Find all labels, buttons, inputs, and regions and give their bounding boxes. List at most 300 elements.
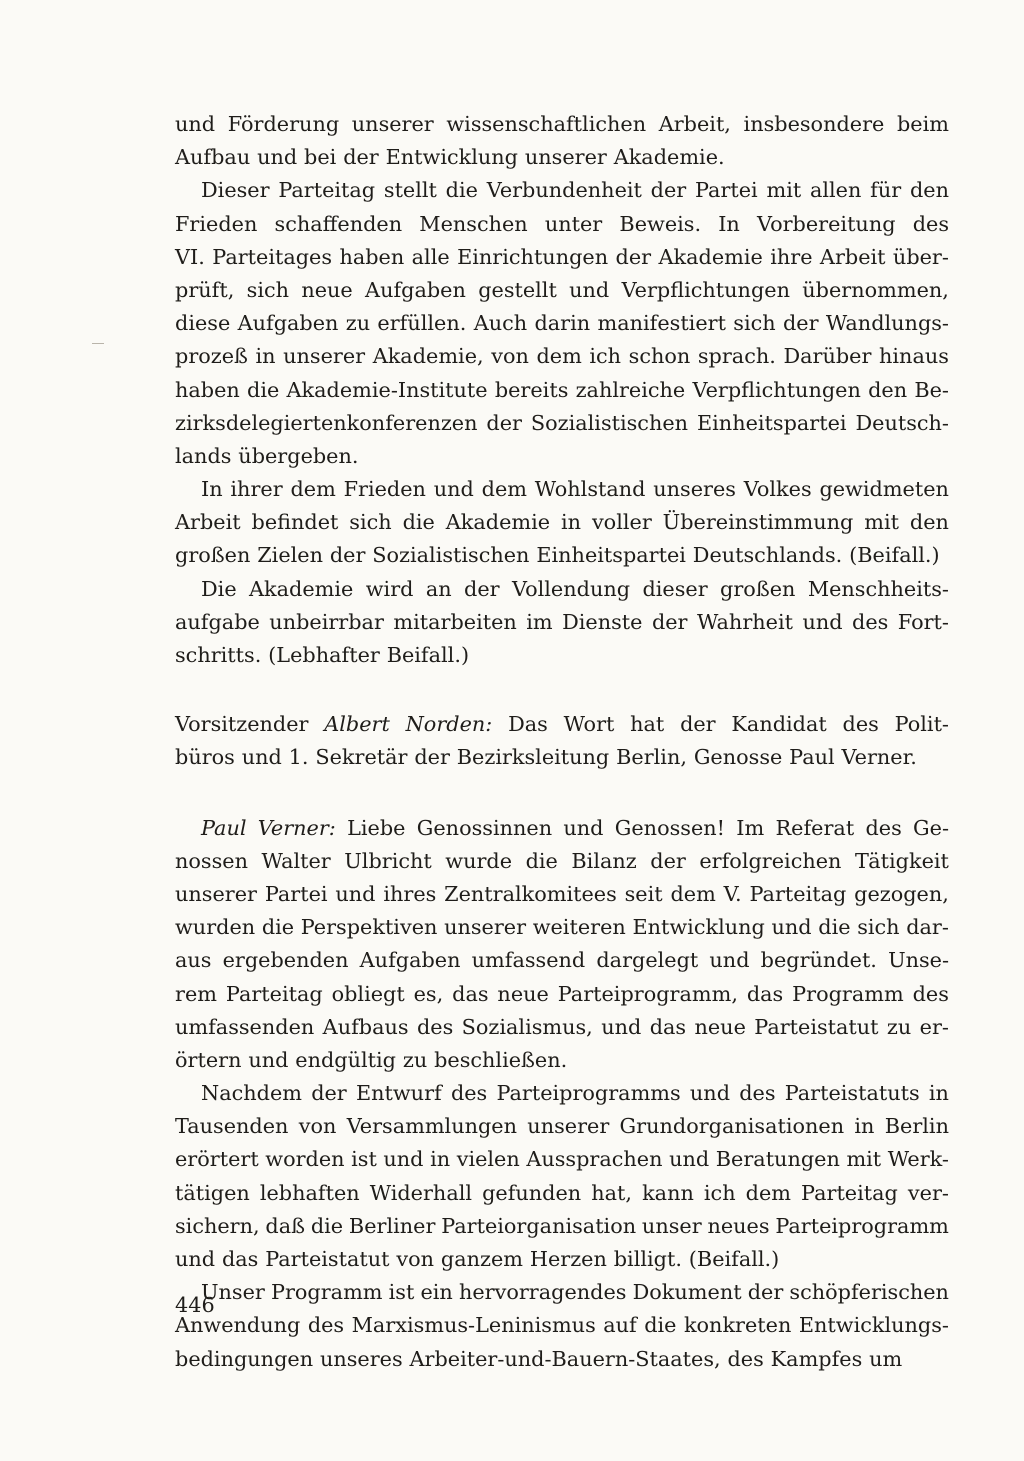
word: unserer	[175, 881, 257, 906]
word: das	[221, 1247, 259, 1271]
word: die	[310, 1213, 344, 1238]
word: und	[433, 477, 474, 502]
word: endgültig	[295, 1047, 396, 1072]
paragraph	[175, 573, 949, 673]
word: unserer	[527, 1114, 610, 1139]
word: und	[669, 1147, 710, 1172]
word: sprach.	[697, 344, 776, 369]
word: Wahrheit	[696, 609, 793, 634]
word: obliegt	[331, 981, 405, 1006]
word: Entwicklungs-	[798, 1313, 949, 1338]
text-line	[175, 1143, 949, 1176]
word: Unse-	[888, 948, 949, 973]
word: das	[649, 1014, 687, 1039]
word: ich	[589, 344, 622, 369]
word: Herzen	[529, 1247, 607, 1271]
word: der	[343, 145, 379, 170]
word: und	[709, 948, 750, 973]
text-line	[175, 1177, 949, 1210]
text-line	[175, 944, 949, 977]
text-line	[175, 407, 949, 440]
word: zu	[886, 1014, 912, 1039]
word: großen	[720, 576, 796, 601]
word: zahlreiche	[575, 377, 686, 402]
word: dem	[670, 881, 716, 906]
word: schritts.	[175, 643, 262, 667]
word: Entwicklung	[632, 915, 765, 940]
word: Ulbricht	[344, 848, 432, 873]
word: der	[615, 244, 652, 269]
word: Vorsitzender	[175, 712, 309, 737]
word: Genossinnen	[416, 815, 553, 840]
word: rem	[175, 981, 217, 1006]
word: wurden	[175, 915, 256, 940]
word: nossen	[175, 848, 248, 873]
word: dem	[290, 477, 336, 502]
word: der	[651, 609, 688, 634]
word: stellt	[383, 178, 437, 203]
word: Arbeit	[175, 510, 241, 535]
word: Akademie	[249, 576, 354, 601]
word: diese	[175, 311, 231, 336]
word: Frieden	[343, 477, 426, 502]
word: Aussprachen	[526, 1147, 663, 1172]
word: Nachdem	[201, 1081, 302, 1106]
word: unserer	[444, 915, 527, 940]
paragraph	[175, 1077, 949, 1276]
word: Parteistatut	[265, 1247, 390, 1271]
word: von	[396, 1247, 435, 1271]
word: der	[464, 576, 500, 601]
word: er-	[919, 1014, 949, 1039]
word: (Beifall.)	[688, 1247, 780, 1271]
word: begründet.	[760, 948, 877, 973]
word: Dienste	[562, 609, 643, 634]
word: aufgabe	[175, 609, 260, 634]
word: Tausenden	[175, 1114, 289, 1139]
word: Berliner	[348, 1213, 436, 1238]
text-line	[175, 606, 949, 639]
word: in	[928, 1081, 949, 1106]
word: Frieden	[175, 211, 258, 236]
word: den	[868, 377, 908, 402]
word: gefunden	[482, 1180, 582, 1205]
word: Werk-	[887, 1147, 949, 1172]
word: Kampfes	[770, 1346, 863, 1371]
word: Akademie-Institute	[286, 377, 488, 402]
paragraph	[175, 1276, 949, 1376]
word: Sozialismus,	[461, 1014, 593, 1039]
text-line	[175, 274, 949, 307]
text-line	[175, 1276, 949, 1309]
word: und	[569, 277, 610, 302]
word: dieser	[642, 576, 708, 601]
word: und	[563, 815, 604, 840]
text-line	[175, 1309, 949, 1342]
word: Arbeiter-und-Bauern-Staates,	[409, 1346, 721, 1371]
word: den	[909, 178, 949, 203]
text-line	[175, 473, 949, 506]
word: Auch	[473, 311, 528, 336]
speaker-name-word: Norden:	[405, 712, 493, 737]
word: lands	[175, 443, 232, 468]
word: ergebenden	[222, 948, 349, 973]
word: übergeben.	[238, 443, 359, 468]
word: des	[739, 1081, 776, 1106]
text-line	[175, 1077, 949, 1110]
word: sichern,	[175, 1213, 260, 1238]
word: Beweis.	[619, 211, 702, 236]
word: Arbeit	[819, 244, 886, 269]
word: umfassend	[471, 948, 586, 973]
word: und	[175, 112, 216, 136]
word: die	[402, 510, 435, 535]
word: Dokument	[632, 1280, 742, 1305]
word: Perspektiven	[300, 915, 438, 940]
word: Be-	[914, 377, 949, 402]
word: kann	[642, 1180, 694, 1205]
word: erfüllen.	[377, 311, 467, 336]
text-line	[175, 978, 949, 1011]
word: büros	[175, 745, 235, 770]
margin-mark	[92, 343, 104, 344]
word: zirksdelegiertenkonferenzen	[175, 410, 478, 435]
word: V.	[723, 881, 742, 906]
word: haben	[175, 377, 240, 402]
word: und	[248, 1047, 289, 1072]
word: ihres	[383, 881, 437, 906]
text-line	[175, 440, 949, 473]
speaker-name-word: Verner:	[257, 815, 336, 840]
word: ist	[351, 1147, 377, 1172]
word: in	[560, 510, 582, 535]
word: die	[445, 178, 478, 203]
word: bereits	[494, 377, 569, 402]
word: umfassenden	[175, 1014, 315, 1039]
word: sich	[857, 915, 900, 940]
word: der	[486, 410, 522, 435]
text-line	[175, 573, 949, 606]
word: gewidmeten	[819, 477, 949, 502]
word: der	[650, 178, 687, 203]
word: und	[241, 745, 282, 770]
word: Partei	[694, 178, 758, 203]
word: in	[430, 1147, 451, 1172]
word: es,	[413, 981, 444, 1006]
word: hervorragendes	[458, 1280, 627, 1305]
speaker-name-word: Albert	[324, 712, 390, 737]
word: gestellt	[478, 277, 557, 302]
word: zu	[345, 311, 371, 336]
word: Berlin	[884, 1114, 949, 1139]
word: Kandidat	[731, 712, 827, 737]
word: Menschheits-	[807, 576, 949, 601]
word: das	[452, 981, 489, 1006]
word: Parteiprogramms	[496, 1081, 681, 1106]
word: (Lebhafter	[268, 643, 380, 667]
word: Beratungen	[715, 1147, 840, 1172]
word: Darüber	[783, 344, 872, 369]
word: Entwurf	[355, 1081, 442, 1106]
word: Deutschlands.	[692, 543, 843, 568]
word: mitarbeiten	[393, 609, 517, 634]
word: Bezirksleitung	[456, 745, 610, 770]
word: Aufgaben	[359, 948, 461, 973]
speaker-name-word: Paul	[201, 815, 247, 840]
word: und	[257, 145, 298, 170]
word: des	[865, 815, 902, 840]
text-line	[175, 911, 949, 944]
word: wissenschaftlichen	[446, 112, 647, 136]
word: und	[689, 1081, 731, 1106]
word: Unser	[201, 1280, 265, 1305]
word: Programm	[792, 981, 904, 1006]
word: unter	[544, 211, 603, 236]
word: Berlin,	[616, 745, 687, 770]
text-line	[175, 374, 949, 407]
text-line	[175, 708, 949, 741]
word: Vorbereitung	[756, 211, 896, 236]
word: die	[525, 848, 558, 873]
word: Aufgaben	[365, 277, 466, 302]
word: darin	[534, 311, 591, 336]
word: schaffenden	[274, 211, 403, 236]
word: prozeß	[175, 344, 248, 369]
word: Im	[736, 815, 765, 840]
word: für	[870, 178, 902, 203]
word: Genosse	[693, 745, 783, 770]
word: bedingungen	[175, 1346, 314, 1371]
word: Sekretär	[315, 745, 408, 770]
text-line	[175, 845, 949, 878]
word: erörtert	[175, 1147, 259, 1172]
word: Programm	[270, 1280, 383, 1305]
word: (Beifall.)	[849, 543, 940, 568]
word: der	[329, 543, 366, 568]
word: schöpferischen	[789, 1280, 949, 1305]
word: VI.	[175, 244, 205, 269]
word: ver-	[907, 1180, 949, 1205]
word: lebhaften	[259, 1180, 360, 1205]
word: ihrer	[230, 477, 283, 502]
text-line	[175, 1044, 949, 1077]
text-line	[175, 141, 949, 174]
word: Widerhall	[369, 1180, 473, 1205]
word: Zentralkomitees	[444, 881, 617, 906]
word: Das	[508, 712, 548, 737]
word: Übereinstimmung	[662, 510, 854, 535]
word: örtern	[175, 1047, 242, 1072]
word: Akademie.	[613, 145, 725, 170]
word: neue	[301, 277, 353, 302]
word: Förderung	[227, 112, 340, 136]
word: Beifall.)	[386, 643, 470, 667]
text-line	[175, 639, 949, 672]
word: schon	[628, 344, 691, 369]
word: dem	[745, 1180, 791, 1205]
word: Bilanz	[571, 848, 637, 873]
word: gezogen,	[854, 881, 949, 906]
word: Genossen!	[614, 815, 726, 840]
word: der	[311, 1081, 347, 1106]
word: ihre	[770, 244, 813, 269]
word: Akademie,	[372, 344, 484, 369]
word: bei	[304, 145, 337, 170]
word: Fort-	[897, 609, 949, 634]
speaker-gap	[175, 672, 949, 708]
word: worden	[265, 1147, 345, 1172]
word: den	[909, 510, 949, 535]
word: des	[852, 609, 889, 634]
word: Dieser	[201, 178, 270, 203]
text-line	[175, 812, 949, 845]
text-line	[175, 1210, 949, 1243]
word: aus	[175, 948, 212, 973]
text-line	[175, 539, 949, 572]
word: unserer	[283, 344, 366, 369]
word: von	[491, 344, 529, 369]
word: im	[526, 609, 553, 634]
word: Arbeit,	[658, 112, 731, 136]
word: Marxismus-Leninismus	[351, 1313, 596, 1338]
text-line	[175, 1110, 949, 1143]
word: Deutsch-	[855, 410, 949, 435]
word: 1.	[288, 745, 309, 770]
word: unserer	[524, 145, 607, 170]
word: neues	[707, 1213, 770, 1238]
word: mit	[846, 1147, 882, 1172]
word: Wort	[563, 712, 615, 737]
word: unbeirrbar	[269, 609, 384, 634]
word: zu	[402, 1047, 428, 1072]
word: ganzem	[440, 1247, 523, 1271]
word: mit	[864, 510, 899, 535]
word: des	[450, 1081, 488, 1106]
word: befindet	[251, 510, 339, 535]
word: voller	[591, 510, 652, 535]
word: seit	[624, 881, 663, 906]
word: alle	[411, 244, 450, 269]
word: dem	[536, 344, 582, 369]
word: wurde	[445, 848, 513, 873]
word: tätigen	[175, 1180, 250, 1205]
text-line	[175, 506, 949, 539]
word: billigt.	[613, 1247, 682, 1271]
word: Volkes	[743, 477, 812, 502]
page-number: 446	[175, 1293, 215, 1317]
word: Versammlungen	[346, 1114, 518, 1139]
text-line	[175, 174, 949, 207]
word: Einheitspartei	[696, 410, 847, 435]
word: Aufbaus	[322, 1014, 409, 1039]
word: In	[718, 211, 740, 236]
text-line	[175, 1343, 949, 1376]
word: Anwendung	[175, 1313, 301, 1338]
paragraph	[175, 473, 949, 573]
word: Walter	[261, 848, 331, 873]
word: Parteistatuts	[784, 1081, 920, 1106]
word: sich	[733, 311, 776, 336]
word: Parteiprogramm,	[557, 981, 738, 1006]
word: unseres	[319, 1346, 403, 1371]
word: die	[644, 1313, 677, 1338]
word: Einheitspartei	[536, 543, 686, 568]
word: daß	[265, 1213, 306, 1238]
word: die	[818, 915, 851, 940]
word: unseres	[653, 477, 736, 502]
word: und	[771, 915, 812, 940]
word: Parteitag	[278, 178, 376, 203]
word: Wandlungs-	[825, 311, 949, 336]
word: in	[854, 1114, 875, 1139]
word: die	[247, 377, 280, 402]
word: der	[782, 311, 819, 336]
word: Grundorganisationen	[619, 1114, 845, 1139]
word: übernommen,	[802, 277, 949, 302]
text-line	[175, 241, 949, 274]
word: dem	[481, 477, 527, 502]
word: ist	[388, 1280, 415, 1305]
word: Verpflichtungen	[692, 377, 861, 402]
word: In	[201, 477, 223, 502]
word: haben	[339, 244, 405, 269]
word: beim	[896, 112, 949, 136]
word: und	[175, 1247, 216, 1271]
word: Polit-	[894, 712, 949, 737]
word: Tätigkeit	[854, 848, 949, 873]
word: vielen	[456, 1147, 520, 1172]
word: insbesondere	[743, 112, 885, 136]
word: Verner.	[841, 745, 917, 770]
text-line	[175, 307, 949, 340]
word: Akademie	[658, 244, 763, 269]
word: hat	[630, 712, 665, 737]
word: die	[261, 915, 295, 940]
word: Parteitages	[212, 244, 333, 269]
word: des	[842, 712, 879, 737]
word: und	[383, 1147, 424, 1172]
word: unserer	[351, 112, 434, 136]
speaker-paragraph	[175, 708, 949, 774]
word: Akademie	[445, 510, 551, 535]
word: Aufbau	[175, 145, 251, 170]
word: der	[414, 745, 450, 770]
word: der	[680, 712, 716, 737]
word: Partei	[264, 881, 328, 906]
word: neue	[694, 1014, 746, 1039]
word: sich	[246, 277, 290, 302]
word: des	[912, 211, 949, 236]
word: das	[746, 981, 784, 1006]
text-line	[175, 1243, 949, 1276]
word: dar-	[906, 915, 949, 940]
word: erfolgreichen	[699, 848, 842, 873]
word: über-	[892, 244, 949, 269]
word: in	[255, 344, 276, 369]
word: Parteiprogramm	[775, 1213, 949, 1238]
word: des	[912, 981, 949, 1006]
word: und	[601, 1014, 642, 1039]
word: des	[416, 1014, 454, 1039]
word: allen	[809, 178, 862, 203]
word: Wohlstand	[534, 477, 646, 502]
word: Menschen	[419, 211, 528, 236]
word: der	[747, 1280, 784, 1305]
word: Parteiorganisation	[441, 1213, 637, 1238]
text-line	[175, 108, 949, 141]
word: Parteistatut	[754, 1014, 879, 1039]
word: hinaus	[879, 344, 949, 369]
